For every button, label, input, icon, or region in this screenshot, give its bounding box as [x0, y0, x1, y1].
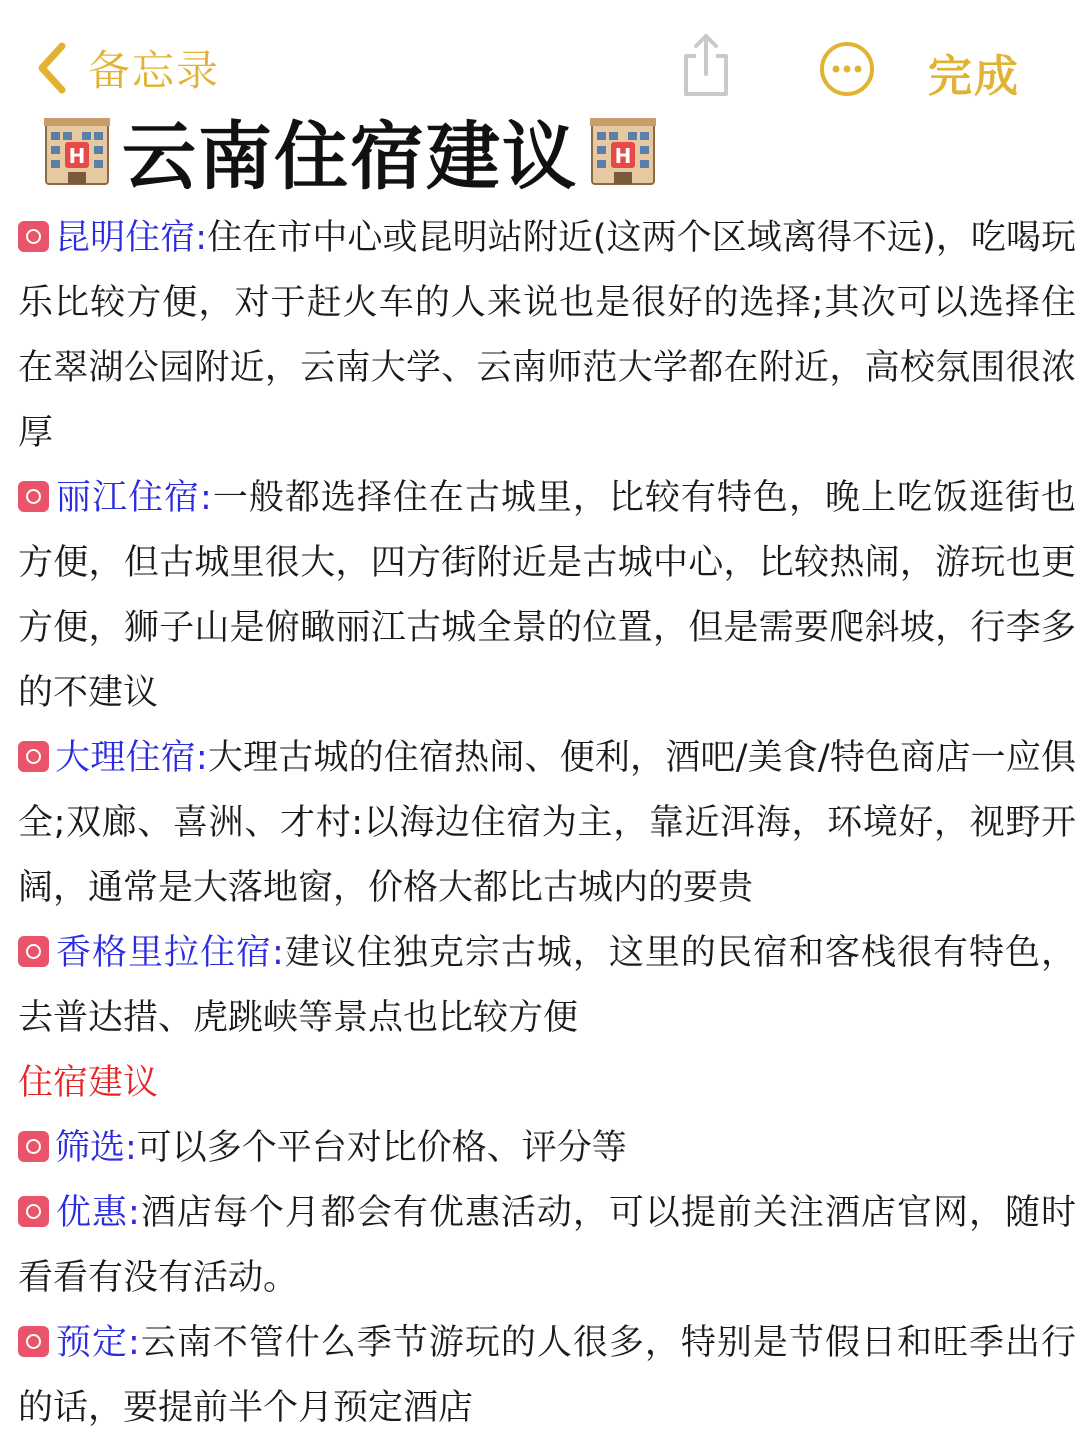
bullet-icon — [18, 1326, 49, 1357]
section-label: 大理住宿: — [55, 738, 208, 778]
tip-text: 可以多个平台对比价格、评分等 — [136, 1128, 627, 1168]
section-shangrila — [18, 921, 1076, 1051]
bullet-icon — [18, 1196, 49, 1227]
section-text: 大理古城的住宿热闹、便利，酒吧/美食/特色商店一应俱全;双廊、喜洲、才村:以海边住宿为主，靠近洱海，环境好，视野开阔，通常是大落地窗，价格大都比古城内的要贵 — [18, 738, 1076, 908]
tip-discount — [18, 1181, 1076, 1311]
hotel-icon — [40, 114, 114, 188]
back-label: 备忘录 — [88, 46, 221, 95]
tip-label: 优惠: — [55, 1193, 140, 1233]
svg-text:H: H — [614, 144, 632, 168]
page-title: 云南住宿建议 — [122, 114, 578, 200]
tip-label: 预定: — [55, 1323, 140, 1363]
svg-text:H: H — [68, 144, 86, 168]
section-lijiang — [18, 466, 1076, 726]
bullet-icon — [18, 481, 49, 512]
tip-text: 酒店每个月都会有优惠活动，可以提前关注酒店官网，随时看看有没有活动。 — [18, 1193, 1076, 1298]
tip-filter — [18, 1116, 1076, 1181]
section-text: 住在市中心或昆明站附近(这两个区域离得不远)，吃喝玩乐比较方便，对于赶火车的人来说也是很好的选择;其次可以选择住在翠湖公园附近，云南大学、云南师范大学都在附近，高校氛围很浓厚 — [18, 218, 1077, 453]
hotel-icon — [586, 114, 660, 188]
chevron-left-icon — [34, 40, 70, 96]
bullet-icon — [18, 1131, 49, 1162]
section-text: 一般都选择住在古城里，比较有特色，晚上吃饭逛街也方便，但古城里很大，四方街附近是古城中心，比较热闹，游玩也更方便，狮子山是俯瞰丽江古城全景的位置，但是需要爬斜坡，行李多的不建议 — [18, 478, 1076, 713]
share-icon[interactable] — [678, 30, 734, 100]
tip-label: 筛选: — [55, 1128, 137, 1168]
bullet-icon — [18, 741, 49, 772]
section-label: 香格里拉住宿: — [55, 933, 284, 973]
page-title-row — [40, 106, 660, 200]
tip-booking — [18, 1311, 1076, 1441]
bullet-icon — [18, 936, 49, 967]
section-label: 昆明住宿: — [55, 218, 208, 258]
bullet-icon — [18, 221, 49, 252]
section-dali — [18, 726, 1076, 921]
tip-text: 云南不管什么季节游玩的人很多，特别是节假日和旺季出行的话，要提前半个月预定酒店 — [18, 1323, 1076, 1428]
more-icon[interactable] — [818, 40, 876, 98]
note-body[interactable] — [18, 206, 1076, 1441]
section-kunming — [18, 206, 1076, 466]
tips-heading: 住宿建议 — [18, 1063, 159, 1103]
done-button[interactable]: 完成 — [928, 51, 1020, 102]
back-button[interactable] — [34, 38, 220, 98]
section-label: 丽江住宿: — [55, 478, 212, 518]
section-text: 建议住独克宗古城，这里的民宿和客栈很有特色，去普达措、虎跳峡等景点也比较方便 — [18, 933, 1076, 1038]
